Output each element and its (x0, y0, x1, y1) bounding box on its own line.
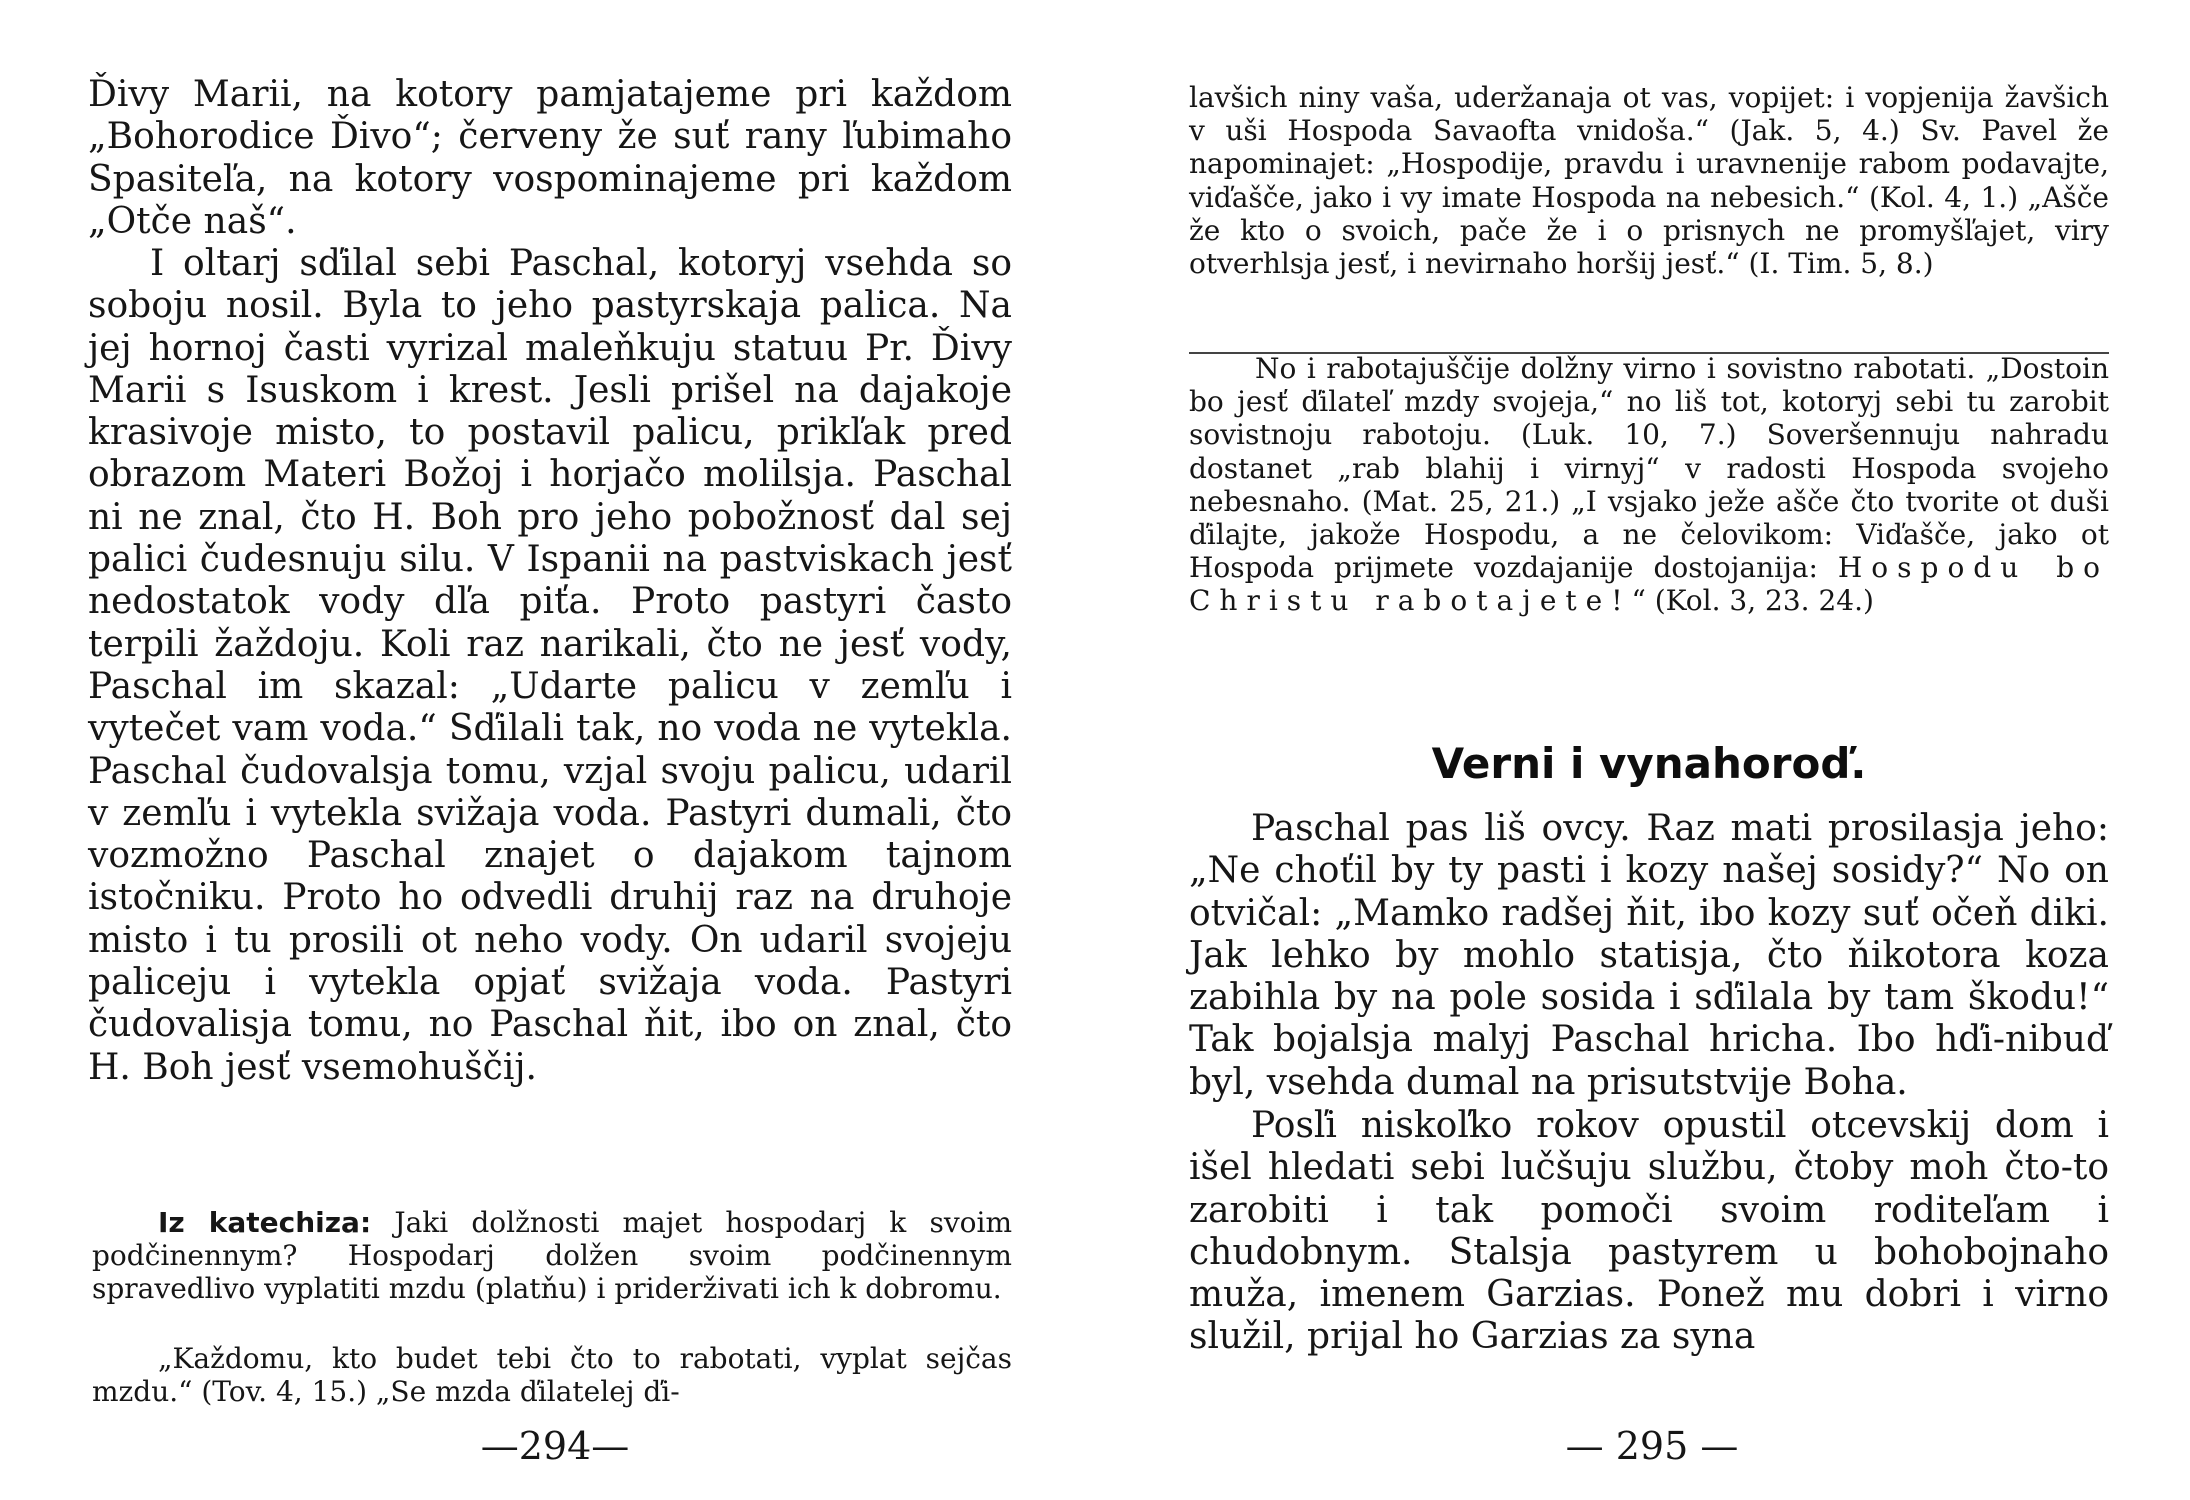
left-paragraph-1: Ďivy Marii, na kotory pamjatajeme pri každom „Bohorodice Ďivo“; červeny že suť rany ľubimaho Spasiteľa, na kotory vospominajeme pri každom „Otče naš“. (88, 74, 1012, 242)
right-paragraph-2: Posľi niskoľko rokov opustil otcevskij dom i išel hledati sebi lučšuju službu, čtoby moh čto-to zarobiti i tak pomoči svoim roditeľam i chudobnym. Stalsja pastyrem u bohobojnaho muža, imenem Garzias. Ponež mu dobri i virno služil, prijal ho Garzias za syna (1189, 1105, 2109, 1358)
workers-paragraph (1189, 352, 2109, 618)
page-number-295: — 295 — (1565, 1424, 1739, 1468)
left-paragraph-2: I oltarj sďilal sebi Paschal, kotoryj vsehda so soboju nosil. Byla to jeho pastyrskaja palica. Na jej hornoj časti vyrizal maleňkuju statuu Pr. Ďivy Marii s Isuskom i krest. Jesli prišel na dajakoje krasivoje misto, to postavil palicu, prikľak pred obrazom Materi Božoj i horjačo molilsja. Paschal ni ne znal, čto H. Boh pro jeho pobožnosť dal sej palici čudesnuju silu. V Ispanii na pastviskach jesť nedostatok vody dľa piťa. Proto pastyri často terpili žaždoju. Koli raz narikali, čto ne jesť vody, Paschal im skazal: „Udarte palicu v zemľu i vytečet vam voda.“ Sďilali tak, no voda ne vytekla. Paschal čudovalsja tomu, vzjal svoju palicu, udaril v zemľu i vytekla svižaja voda. Pastyri dumali, čto vozmožno Paschal znajet o dajakom tajnom istočniku. Proto ho odvedli druhij raz na druhoje misto i tu prosili ot neho vody. On udaril svojeju paliceju i vytekla opjať svižaja voda. Pastyri čudovalisja tomu, no Paschal ňit, ibo on znal, čto H. Boh jesť vsemohuščij. (88, 243, 1012, 1088)
quote-continuation: lavšich niny vaša, uderžanaja ot vas, vopijet: i vopjenija žavšich v uši Hospoda Savaofta vnidoša.“ (Jak. 5, 4.) Sv. Pavel že napominajet: „Hospodije, pravdu i uravnenije rabom podavajte, viďašče, jako i vy imate Hospoda na nebesich.“ (Kol. 4, 1.) „Ašče že kto o svoich, pače že i o prisnych ne promyšľajet, viry otverhlsja jesť, i nevirnaho horšij jesť.“ (I. Tim. 5, 8.) (1189, 81, 2109, 281)
catechism-block (92, 1206, 1012, 1306)
right-page (1095, 0, 2190, 1500)
catechism-label: Iz katechiza: (158, 1206, 372, 1239)
section-heading: Verni i vynahoroď. (1431, 739, 1867, 788)
right-paragraph-1: Paschal pas liš ovcy. Raz mati prosilasja jeho: „Ne choťil by ty pasti i kozy našej sosidy?“ No on otvičal: „Mamko radšej ňit, ibo kozy suť očeň diki. Jak lehko by mohlo statisja, čto ňikotora koza zabihla by na pole sosida i sďilala by tam škodu!“ Tak bojalsja malyj Paschal hricha. Ibo hďi-nibuď byl, vsehda dumal na prisutstvije Boha. (1189, 808, 2109, 1103)
workers-text-2: “ (Kol. 3, 23. 24.) (1631, 584, 1874, 618)
page-number-294: —294— (480, 1424, 630, 1468)
catechism-quote: „Každomu, kto budet tebi čto to rabotati, vyplat sejčas mzdu.“ (Tov. 4, 15.) „Se mzda ďilatelej ďi- (92, 1342, 1012, 1409)
workers-spaced-text: Hospodu bo Christu rabotajete! (1189, 551, 2109, 618)
catechism-text: Jaki dolžnosti majet hospodarj k svoim podčinennym? Hospodarj dolžen svoim podčinennym spravedlivo vyplatiti mzdu (platňu) i priderživati ich k dobromu. (92, 1206, 1013, 1306)
workers-text-1: No i rabotajuščije dolžny virno i sovistno rabotati. „Dostoin bo jesť ďilateľ mzdy svojeja,“ no liš tot, kotoryj sebi tu zarobit sovistnoju rabotoju. (Luk. 10, 7.) Soveršennuju nahradu dostanet „rab blahij i virnyj“ v radosti Hospoda svojeho nebesnaho. (Mat. 25, 21.) „I vsjako ježe ašče čto tvorite ot duši ďilajte, jakože Hospodu, a ne čelovikom: Viďašče, jako ot Hospoda prijmete vozdajanije dostojanija: (1189, 352, 2109, 585)
